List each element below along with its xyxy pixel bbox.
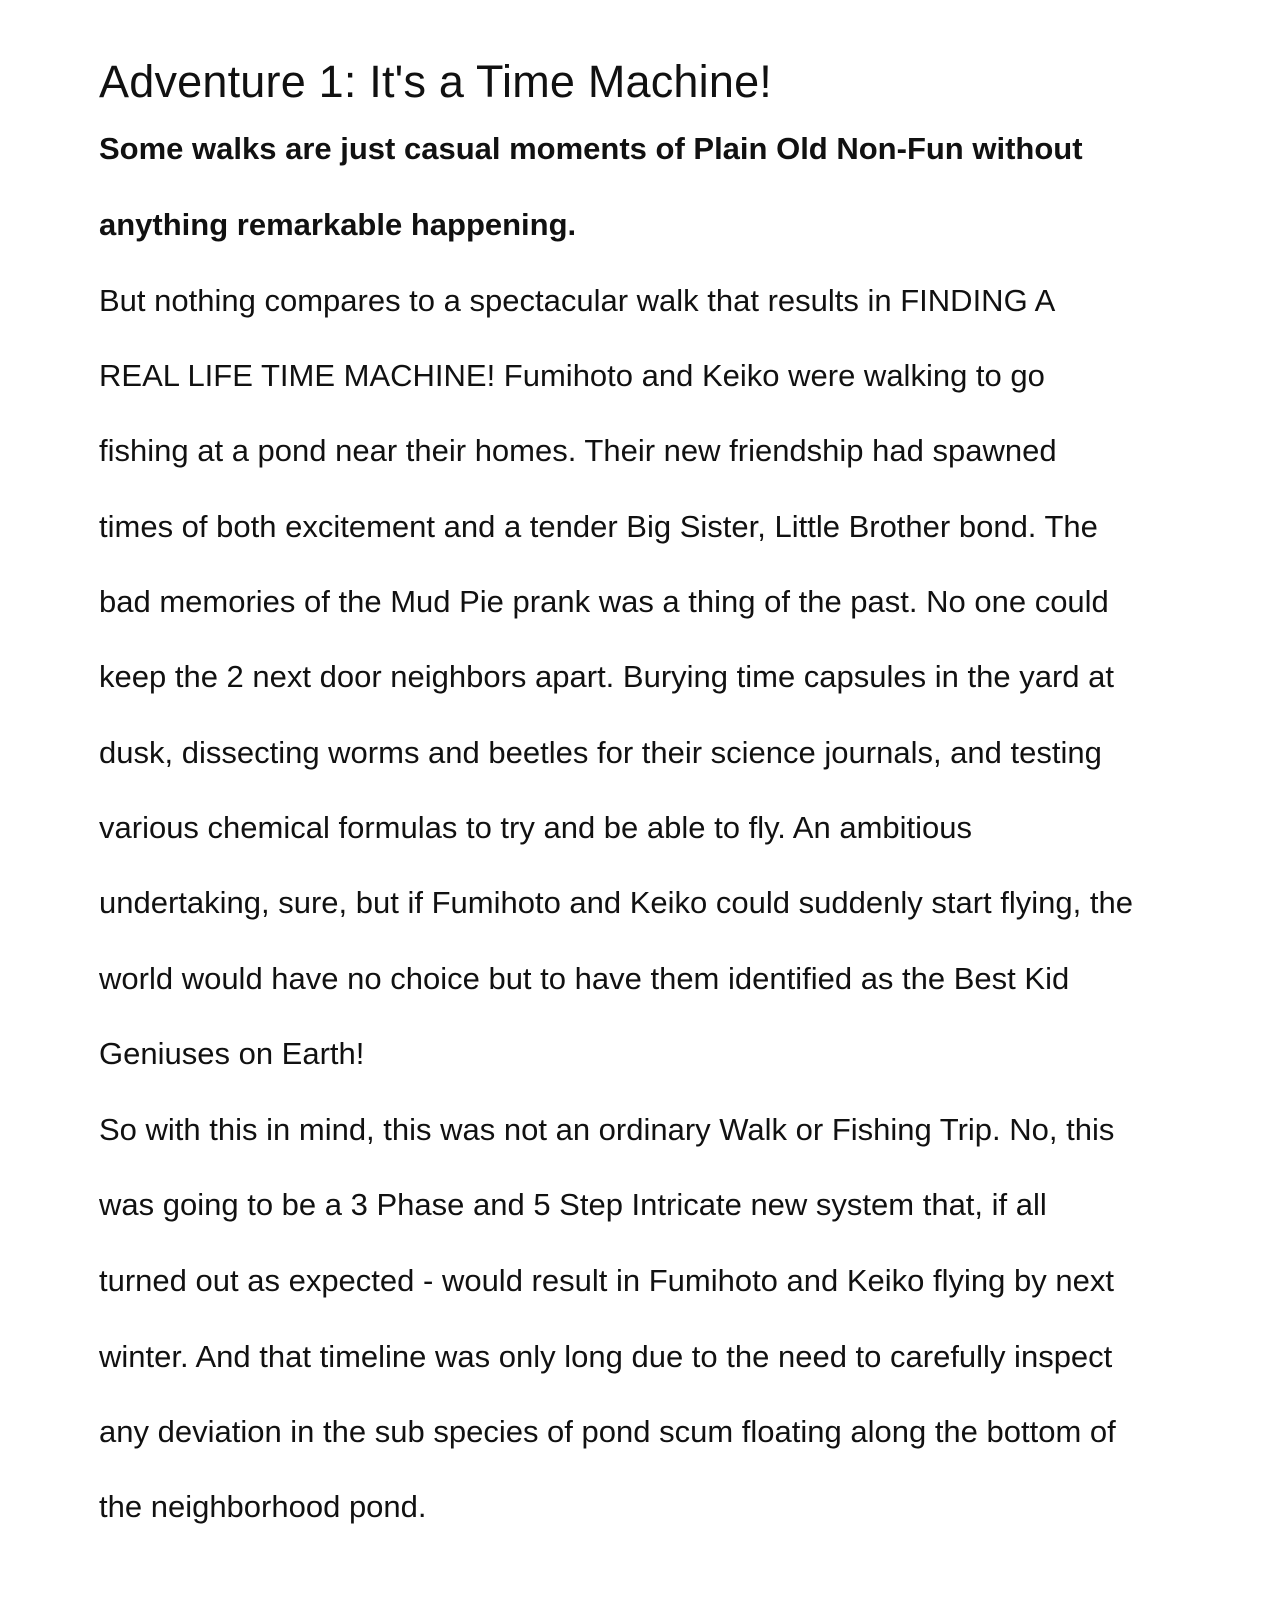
document-title: Adventure 1: It's a Time Machine! — [99, 56, 773, 107]
body-line-7: dusk, dissecting worms and beetles for their science journals, and testing — [99, 735, 1102, 770]
body-line-1: But nothing compares to a spectacular walk that results in FINDING A — [99, 283, 1056, 318]
body-line-6: keep the 2 next door neighbors apart. Burying time capsules in the yard at — [99, 659, 1114, 694]
body-line-16: any deviation in the sub species of pond scum floating along the bottom of — [99, 1414, 1116, 1449]
body-line-8: various chemical formulas to try and be able to fly. An ambitious — [99, 810, 973, 845]
body-line-10: world would have no choice but to have them identified as the Best Kid — [99, 961, 1070, 996]
body-line-13: was going to be a 3 Phase and 5 Step Intricate new system that, if all — [99, 1187, 1047, 1222]
body-line-12: So with this in mind, this was not an ordinary Walk or Fishing Trip. No, this — [99, 1112, 1115, 1147]
body-line-11: Geniuses on Earth! — [99, 1036, 365, 1071]
body-line-17: the neighborhood pond. — [99, 1489, 427, 1524]
body-line-14: turned out as expected - would result in Fumihoto and Keiko flying by next — [99, 1263, 1114, 1298]
body-line-4: times of both excitement and a tender Big Sister, Little Brother bond. The — [99, 509, 1098, 544]
body-line-3: fishing at a pond near their homes. Their new friendship had spawned — [99, 433, 1057, 468]
body-line-2: REAL LIFE TIME MACHINE! Fumihoto and Keiko were walking to go — [99, 358, 1045, 393]
subtitle-line-2: anything remarkable happening. — [99, 207, 577, 242]
body-line-15: winter. And that timeline was only long due to the need to carefully inspect — [99, 1339, 1113, 1374]
subtitle-line-1: Some walks are just casual moments of Plain Old Non-Fun without — [99, 131, 1083, 166]
body-line-5: bad memories of the Mud Pie prank was a thing of the past. No one could — [99, 584, 1109, 619]
body-line-9: undertaking, sure, but if Fumihoto and Keiko could suddenly start flying, the — [99, 885, 1133, 920]
